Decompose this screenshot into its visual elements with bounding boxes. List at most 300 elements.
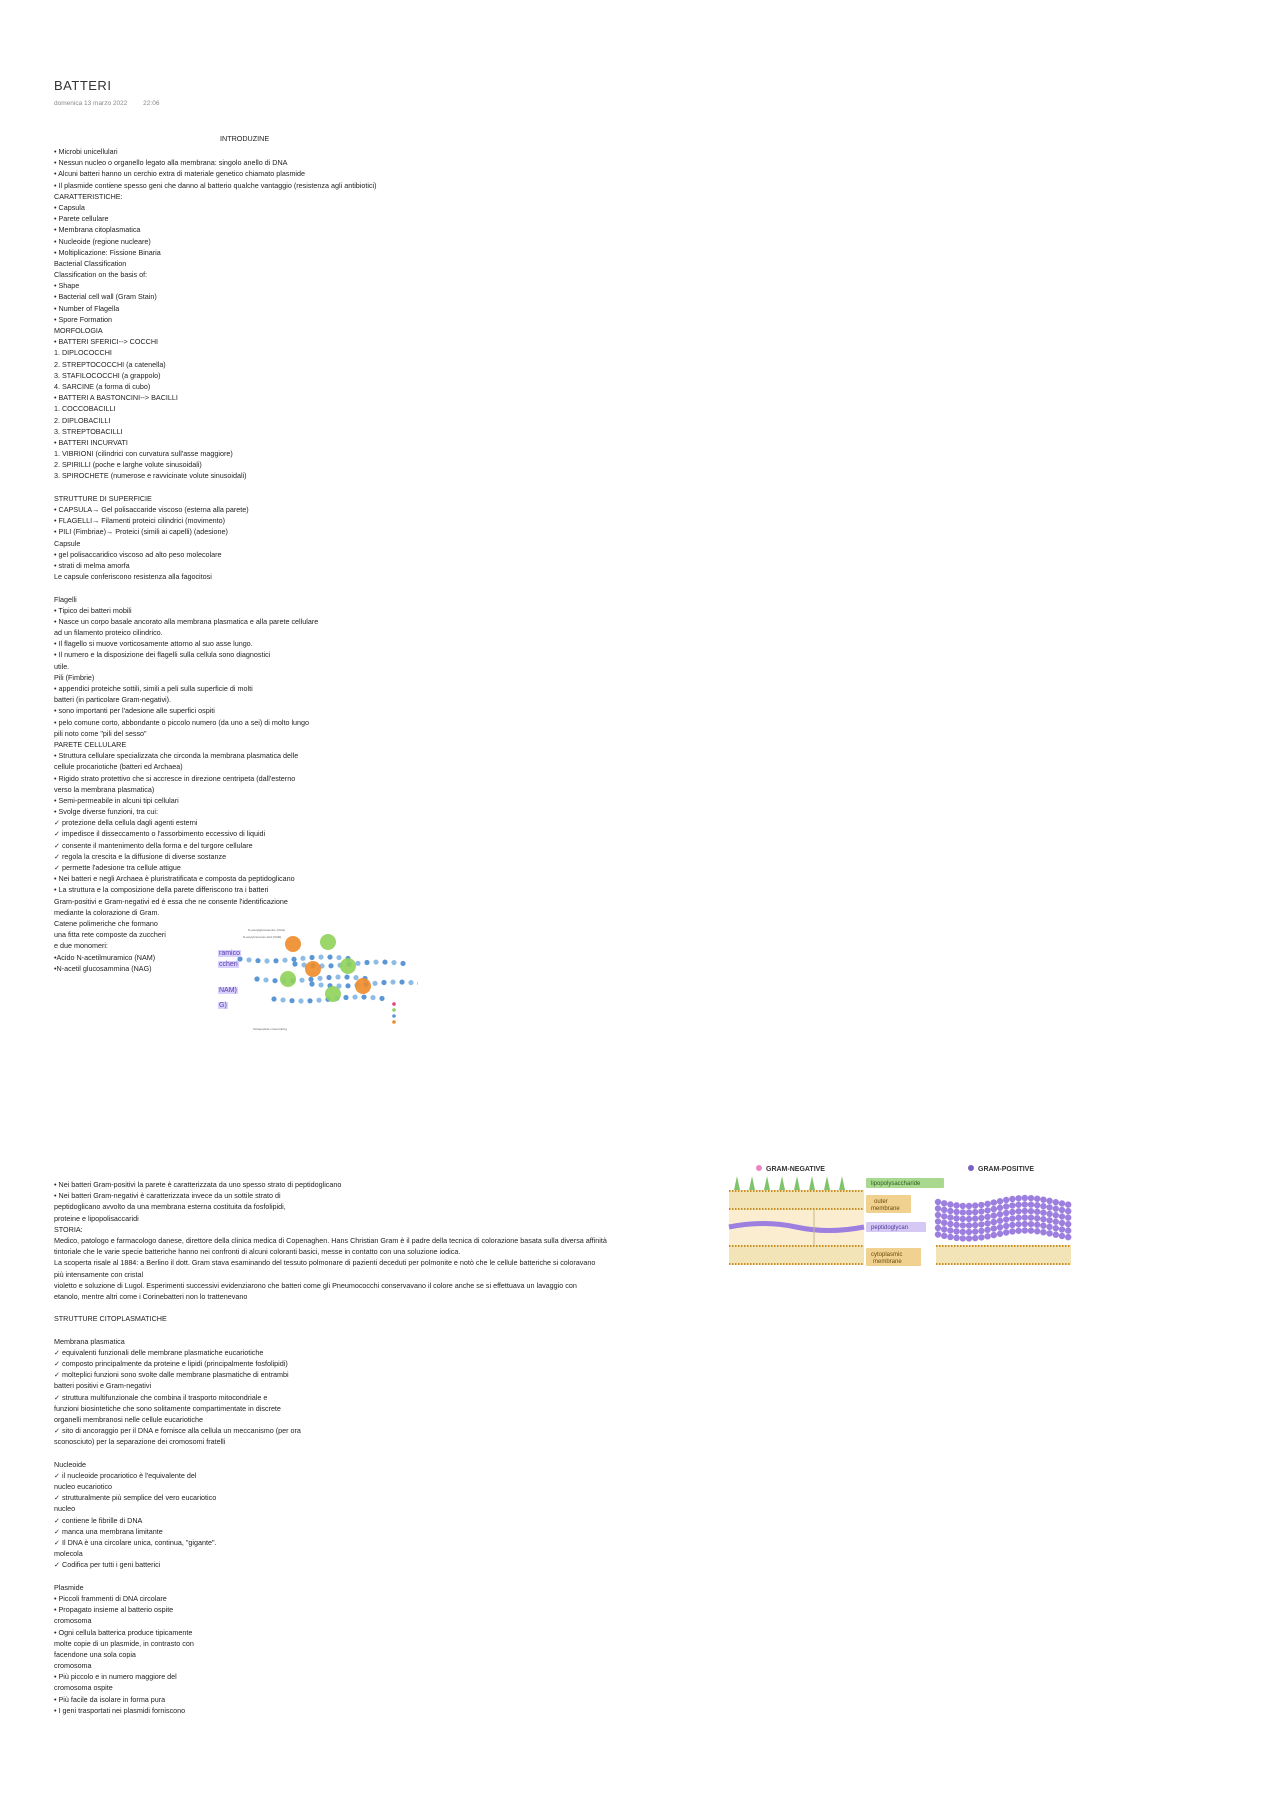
sugar-bead <box>271 996 276 1001</box>
sugar-bead <box>327 954 332 959</box>
peptidoglycan-bead <box>1009 1196 1015 1202</box>
peptidoglycan-bead <box>1046 1224 1052 1230</box>
peptidoglycan-bead <box>978 1234 984 1240</box>
note-line: 3. STREPTOBACILLI <box>54 426 123 436</box>
sugar-bead <box>246 957 251 962</box>
sugar-bead <box>345 983 350 988</box>
note-line: ✓ impedisce il disseccamento o l'assorbimento eccessivo di liquidi <box>54 829 266 839</box>
note-line: Gram-positivi e Gram-negativi ed è essa che ne consente l'identificazione <box>54 896 288 906</box>
peptidoglycan-bead <box>991 1206 997 1212</box>
peptidoglycan-figure <box>218 924 418 1034</box>
note-line: ✓ manca una membrana limitante <box>54 1526 163 1536</box>
sugar-bead <box>300 956 305 961</box>
sugar-bead <box>309 981 314 986</box>
peptidoglycan-bead <box>953 1209 959 1215</box>
gram-negative-dot <box>756 1165 762 1171</box>
peptidoglycan-bead <box>941 1220 947 1226</box>
note-line: • BATTERI SFERICI--> COCCHI <box>54 337 159 347</box>
peptidoglycan-bead <box>972 1202 978 1208</box>
sugar-bead <box>254 976 259 981</box>
note-line: Nucleoide <box>54 1459 86 1469</box>
peptidoglycan-bead <box>947 1208 953 1214</box>
peptidoglycan-bead <box>1009 1222 1015 1228</box>
note-line: • BATTERI A BASTONCINI--> BACILLI <box>54 393 178 403</box>
peptide-ball <box>340 958 356 974</box>
note-line: • Nei batteri e negli Archaea è pluristratificata e composta da peptidoglicano <box>54 874 295 884</box>
sugar-bead <box>400 961 405 966</box>
peptidoglycan-bead <box>1053 1212 1059 1218</box>
note-line: • Più piccolo e in numero maggiore del <box>54 1672 177 1682</box>
cytoplasmic-membrane-pos <box>936 1245 1071 1265</box>
peptidoglycan-bead <box>1009 1215 1015 1221</box>
peptidoglycan-bead <box>1022 1208 1028 1214</box>
peptidoglycan-bead <box>1015 1215 1021 1221</box>
note-line: 2. DIPLOBACILLI <box>54 415 111 425</box>
notes-part2 <box>54 1179 607 1716</box>
peptidoglycan-bead <box>972 1222 978 1228</box>
peptidoglycan-bead <box>1065 1227 1071 1233</box>
sugar-bead <box>373 959 378 964</box>
note-line: •N-acetil glucosammina (NAG) <box>54 963 152 973</box>
note-line: ✓ Codifica per tutti i geni batterici <box>54 1560 161 1570</box>
sugar-bead <box>352 994 357 999</box>
peptidoglycan-bead <box>935 1212 941 1218</box>
peptidoglycan-bead <box>966 1203 972 1209</box>
peptidoglycan-bead <box>972 1215 978 1221</box>
peptidoglycan-bead <box>960 1229 966 1235</box>
peptidoglycan-bead <box>997 1211 1003 1217</box>
sugar-bead <box>273 958 278 963</box>
note-line: Le capsule conferiscono resistenza alla fagocitosi <box>54 572 212 582</box>
peptidoglycan-bead <box>1040 1196 1046 1202</box>
peptidoglycan-bead <box>984 1227 990 1233</box>
sugar-bead <box>318 954 323 959</box>
peptidoglycan-bead <box>1065 1234 1071 1240</box>
peptidoglycan-bead <box>935 1199 941 1205</box>
peptidoglycan-bead <box>1065 1214 1071 1220</box>
cytoplasmic-membrane-neg <box>729 1245 864 1265</box>
note-line: più intensamente con cristal <box>54 1269 144 1279</box>
sugar-bead <box>307 998 312 1003</box>
note-line <box>54 582 377 593</box>
note-line: • Propagato insieme al batterio ospite <box>54 1605 174 1615</box>
sugar-bead <box>292 961 297 966</box>
bead-chains <box>237 934 418 1024</box>
note-line: pili noto come "pili del sesso" <box>54 728 147 738</box>
peptidoglycan-bead <box>941 1213 947 1219</box>
legend-dot <box>392 1014 396 1018</box>
note-line: ✓ struttura multifunzionale che combina il trasporto mitocondriale e <box>54 1392 268 1402</box>
note-line: Bacterial Classification <box>54 258 127 268</box>
peptidoglycan-bead <box>1003 1210 1009 1216</box>
peptidoglycan-bead <box>1003 1216 1009 1222</box>
note-line: • Nasce un corpo basale ancorato alla membrana plasmatica e alla parete cellulare <box>54 616 319 626</box>
sugar-bead <box>280 997 285 1002</box>
note-line: 3. STAFILOCOCCHI (a grappolo) <box>54 370 161 380</box>
peptidoglycan-bead <box>1034 1196 1040 1202</box>
note-line: STORIA: <box>54 1224 83 1234</box>
sugar-bead <box>391 960 396 965</box>
peptidoglycan-bead <box>960 1222 966 1228</box>
peptidoglycan-bead <box>978 1215 984 1221</box>
peptidoglycan-bead <box>1053 1206 1059 1212</box>
peptidoglycan-bead <box>953 1222 959 1228</box>
note-line: ✓ composto principalmente da proteine e lipidi (principalmente fosfolipidi) <box>54 1359 288 1368</box>
peptidoglycan-bead <box>1040 1222 1046 1228</box>
label-cytoplasmic: cytoplasmic <box>871 1252 903 1258</box>
note-line: 3. SPIROCHETE (numerose e ravvicinate volute sinusoidali) <box>54 471 247 481</box>
peptidoglycan-bead <box>1040 1209 1046 1215</box>
peptidoglycan-bead <box>978 1208 984 1214</box>
sugar-bead <box>372 981 377 986</box>
peptidoglycan-bead <box>1053 1225 1059 1231</box>
legend-dot <box>392 1002 396 1006</box>
peptidoglycan-bead <box>935 1225 941 1231</box>
peptidoglycan-bead <box>1022 1195 1028 1201</box>
peptidoglycan-bead <box>953 1228 959 1234</box>
fig1-caption-sub: N-acetylmuramic acid (NAM) <box>243 935 282 939</box>
sugar-bead <box>355 961 360 966</box>
note-line: ✓ Il DNA è una circolare unica, continua, "gigante". <box>54 1538 217 1547</box>
peptide-ball <box>355 978 371 994</box>
peptidoglycan-diagram <box>218 924 418 1034</box>
label-outer: outer <box>874 1199 888 1205</box>
sugar-bead <box>317 976 322 981</box>
peptidoglycan-bead <box>972 1228 978 1234</box>
note-line: 2. SPIRILLI (poche e larghe volute sinusoidali) <box>54 460 202 470</box>
legend-dot <box>392 1008 396 1012</box>
peptide-ball <box>320 934 336 950</box>
peptidoglycan-bead <box>978 1221 984 1227</box>
note-line: Flagelli <box>54 594 77 604</box>
gram-diagram <box>724 1160 1084 1290</box>
note-line: MORFOLOGIA <box>54 326 103 335</box>
note-line: nucleo <box>54 1504 76 1514</box>
note-line: ✓ molteplici funzioni sono svolte dalle membrane plasmatiche di entrambi <box>54 1370 289 1380</box>
sugar-bead <box>343 995 348 1000</box>
peptidoglycan-bead <box>1015 1228 1021 1234</box>
peptidoglycan-bead <box>1040 1229 1046 1235</box>
peptidoglycan-bead <box>1059 1226 1065 1232</box>
sugar-bead <box>408 980 413 985</box>
note-line: • Capsula <box>54 202 85 212</box>
sugar-bead <box>255 958 260 963</box>
note-line <box>54 1302 607 1313</box>
peptidoglycan-bead <box>966 1235 972 1241</box>
peptidoglycan-bead <box>1065 1208 1071 1214</box>
note-line: verso la membrana plasmatica) <box>54 784 155 794</box>
note-line: •Acido N-acetilmuramico (NAM) <box>54 952 156 962</box>
legend-dot <box>392 1020 396 1024</box>
peptidoglycan-bead <box>947 1214 953 1220</box>
note-line: violetto e soluzione di Lugol. Esperimenti successivi evidenziarono che batteri come gli Pneumococchi conservavano il colore anche se si effettuava un lavaggio con <box>54 1280 577 1290</box>
peptidoglycan-bead <box>1059 1207 1065 1213</box>
sugar-bead <box>353 975 358 980</box>
note-line: cromosoma <box>54 1616 92 1626</box>
note-line: ✓ consente il mantenimento della forma e del turgore cellulare <box>54 840 253 850</box>
note-line: facendone una sola copia <box>54 1649 136 1659</box>
sugar-bead <box>326 975 331 980</box>
note-line: ✓ protezione della cellula dagli agenti esterni <box>54 818 198 828</box>
note-line: 1. COCCOBACILLI <box>54 404 116 414</box>
note-line: • gel polisaccaridico viscoso ad alto peso molecolare <box>54 549 222 559</box>
peptidoglycan-bead <box>947 1234 953 1240</box>
sugar-bead <box>272 978 277 983</box>
peptide-ball <box>280 971 296 987</box>
peptidoglycan-bead <box>1053 1232 1059 1238</box>
peptidoglycan-bead <box>1034 1228 1040 1234</box>
intro-heading: INTRODUZINE <box>220 134 270 143</box>
peptidoglycan-bead <box>1015 1221 1021 1227</box>
peptidoglycan-bead <box>984 1201 990 1207</box>
peptidoglycan-bead <box>972 1235 978 1241</box>
peptidoglycan-bead <box>953 1235 959 1241</box>
peptidoglycan-bead <box>1009 1228 1015 1234</box>
peptidoglycan-bead <box>1034 1222 1040 1228</box>
note-line: CARATTERISTICHE: <box>54 191 123 201</box>
peptidoglycan-bead <box>1034 1202 1040 1208</box>
note-line: • sono importanti per l'adesione alle superfici ospiti <box>54 706 215 716</box>
peptidoglycan-bead <box>941 1207 947 1213</box>
sugar-bead <box>361 994 366 999</box>
note-line: batteri positivi e Gram-negativi <box>54 1381 152 1391</box>
peptidoglycan-bead <box>947 1221 953 1227</box>
peptidoglycan-bead <box>966 1216 972 1222</box>
peptidoglycan-bead <box>1009 1202 1015 1208</box>
note-line: proteine e lipopolisaccaridi <box>54 1213 139 1223</box>
note-line: Pili (Fimbrie) <box>54 672 95 682</box>
notes-part1 <box>54 146 377 974</box>
peptidoglycan-bead <box>997 1231 1003 1237</box>
note-line: • Membrana citoplasmatica <box>54 225 141 235</box>
sugar-bead <box>390 979 395 984</box>
note-line: una fitta rete composte da zuccheri <box>54 930 166 940</box>
note-line: cromosoma <box>54 1661 92 1671</box>
fig1-tag-2: ccheri <box>219 961 238 968</box>
sugar-bead <box>308 977 313 982</box>
note-line: Plasmide <box>54 1582 84 1592</box>
note-line: Membrana plasmatica <box>54 1336 125 1346</box>
note-line: Classification on the basis of: <box>54 270 148 280</box>
peptidoglycan-bead <box>1034 1209 1040 1215</box>
peptidoglycan-bead <box>1065 1221 1071 1227</box>
peptidoglycan-bead <box>1053 1199 1059 1205</box>
peptidoglycan-bead <box>1015 1208 1021 1214</box>
peptidoglycan-bead <box>1028 1227 1034 1233</box>
sugar-bead <box>298 998 303 1003</box>
note-line: • Il flagello si muove vorticosamente attorno al suo asse lungo. <box>54 639 253 649</box>
sugar-bead <box>335 974 340 979</box>
peptidoglycan-bead <box>1040 1216 1046 1222</box>
page-title: BATTERI <box>54 78 112 93</box>
note-line: • La struttura e la composizione della parete differiscono tra i batteri <box>54 885 269 895</box>
peptidoglycan-bead <box>997 1205 1003 1211</box>
sugar-bead <box>364 960 369 965</box>
note-line: • strati di melma amorfa <box>54 560 130 570</box>
note-line: 1. DIPLOCOCCHI <box>54 348 112 358</box>
page-time: 22:06 <box>143 100 160 107</box>
peptide-ball <box>305 961 321 977</box>
peptidoglycan-bead <box>991 1212 997 1218</box>
peptidoglycan-bead <box>972 1209 978 1215</box>
peptidoglycan-bead <box>960 1209 966 1215</box>
note-line: funzioni biosintetiche che sono solitamente compartimentate in discrete <box>54 1403 281 1413</box>
note-line: nucleo eucariotico <box>54 1482 112 1492</box>
peptidoglycan-bead <box>1046 1217 1052 1223</box>
peptidoglycan-bead <box>997 1218 1003 1224</box>
sugar-bead <box>309 955 314 960</box>
peptidoglycan-bead <box>991 1225 997 1231</box>
peptidoglycan-bead <box>935 1218 941 1224</box>
note-line: ✓ strutturalmente più semplice del vero eucariotico <box>54 1493 217 1503</box>
note-line: • Ogni cellula batterica produce tipicamente <box>54 1627 193 1637</box>
peptidoglycan-bead <box>960 1203 966 1209</box>
sugar-bead <box>282 958 287 963</box>
note-line: • Moltiplicazione: Fissione Binaria <box>54 247 161 257</box>
peptidoglycan-bead <box>997 1198 1003 1204</box>
note-line: ✓ permette l'adesione tra cellule attigue <box>54 863 181 872</box>
note-line: ✓ il nucleoide procariotico è l'equivalente del <box>54 1470 197 1480</box>
fig1-tag-1: ramico <box>219 950 241 957</box>
note-line: molte copie di un plasmide, in contrasto con <box>54 1638 194 1648</box>
sugar-bead <box>382 959 387 964</box>
peptidoglycan-bead <box>1059 1220 1065 1226</box>
label-peptido: peptidoglycan <box>871 1225 909 1231</box>
sugar-bead <box>318 982 323 987</box>
note-line: • Nei batteri Gram-negativi è caratterizzata invece da un sottile strato di <box>54 1191 281 1201</box>
note-line: • Microbi unicellulari <box>54 147 118 156</box>
sugar-bead <box>381 980 386 985</box>
note-line: molecola <box>54 1549 83 1559</box>
fig1-tag-3: NAM) <box>219 987 237 994</box>
note-line: ✓ regola la crescita e la diffusione di diverse sostanze <box>54 851 227 861</box>
note-line: Medico, patologo e farmacologo danese, direttore della clinica medica di Copenaghen. Hans Christian Gram è il padre della tecnica di colorazione basata sulla diversa affinità <box>54 1235 607 1245</box>
note-line: • appendici proteiche sottili, simili a peli sulla superficie di molti <box>54 684 253 693</box>
note-line: • Struttura cellulare specializzata che circonda la membrana plasmatica delle <box>54 751 299 761</box>
peptide-ball <box>325 986 341 1002</box>
note-line: e due monomeri: <box>54 941 108 951</box>
note-line <box>54 1448 607 1459</box>
peptidoglycan-bead <box>1059 1213 1065 1219</box>
note-line: • Bacterial cell wall (Gram Stain) <box>54 292 157 302</box>
peptidoglycan-bead <box>935 1231 941 1237</box>
sugar-bead <box>328 963 333 968</box>
note-line: etanolo, mentre altri come i Corinebatteri non lo trattenevano <box>54 1291 248 1301</box>
note-line: • Piccoli frammenti di DNA circolare <box>54 1593 167 1603</box>
note-line: • Rigido strato protettivo che si accresce in direzione centripeta (dall'esterno <box>54 773 296 783</box>
note-line: • FLAGELLI→ Filamenti proteici cilindrici (movimento) <box>54 516 226 526</box>
peptidoglycan-bead <box>991 1199 997 1205</box>
note-line: STRUTTURE DI SUPERFICIE <box>54 493 152 503</box>
sugar-bead <box>379 996 384 1001</box>
peptidoglycan-bead <box>984 1220 990 1226</box>
note-line: 1. VIBRIONI (cilindrici con curvatura sull'asse maggiore) <box>54 449 233 459</box>
peptidoglycan-bead <box>1065 1201 1071 1207</box>
peptidoglycan-bead <box>1028 1208 1034 1214</box>
note-line: La scoperta risale al 1884: a Berlino il dott. Gram stava esaminando del tessuto polmonare di pazienti deceduti per polmonite e notò che le cellule batteriche si coloravano <box>54 1258 596 1268</box>
page-date: domenica 13 marzo 2022 <box>54 100 128 107</box>
note-line: cromosoma ospite <box>54 1683 113 1693</box>
note-line: • CAPSULA→ Gel polisaccaride viscoso (esterna alla parete) <box>54 505 249 514</box>
note-line: • Più facile da isolare in forma pura <box>54 1694 166 1704</box>
note-line: • Spore Formation <box>54 314 113 324</box>
note-line: utile. <box>54 661 70 671</box>
note-line: • Nucleoide (regione nucleare) <box>54 236 151 246</box>
peptidoglycan-bead <box>978 1228 984 1234</box>
peptide-ball <box>285 936 301 952</box>
fig1-caption-bottom: Tetrapeptide cross-linking <box>253 1027 288 1031</box>
note-line: ✓ sito di ancoraggio per il DNA e fornisce alla cellula un meccanismo (per ora <box>54 1426 301 1436</box>
peptidoglycan-bead <box>1003 1197 1009 1203</box>
sugar-bead <box>417 981 418 986</box>
fig1-tag-4: G) <box>219 1002 227 1009</box>
sugar-bead <box>370 995 375 1000</box>
peptidoglycan-bead <box>966 1222 972 1228</box>
peptidoglycan-bead <box>978 1202 984 1208</box>
lps-spikes <box>734 1176 845 1190</box>
gram-positive-dot <box>968 1165 974 1171</box>
peptidoglycan-bead <box>960 1216 966 1222</box>
note-line: Catene polimeriche che formano <box>54 918 158 928</box>
gram-positive-title: GRAM-POSITIVE <box>978 1166 1035 1173</box>
note-line: • Shape <box>54 281 80 291</box>
peptidoglycan-bead <box>935 1205 941 1211</box>
note-line: • I geni trasportati nei plasmidi forniscono <box>54 1705 186 1715</box>
note-line: • Parete cellulare <box>54 214 109 224</box>
peptidoglycan-bead <box>1015 1195 1021 1201</box>
note-line <box>54 1571 607 1582</box>
peptidoglycan-bead <box>1028 1195 1034 1201</box>
note-line: PARETE CELLULARE <box>54 739 127 749</box>
note-line: ✓ equivalenti funzionali delle membrane plasmatiche eucariotiche <box>54 1347 264 1357</box>
peptidoglycan-bead <box>1034 1215 1040 1221</box>
note-line: • Svolge diverse funzioni, tra cui: <box>54 807 158 817</box>
peptidoglycan-bead <box>984 1214 990 1220</box>
page-meta <box>54 100 173 107</box>
peptidoglycan-bead <box>1022 1227 1028 1233</box>
peptidoglycan-bead <box>1028 1221 1034 1227</box>
peptidoglycan-bead <box>1028 1214 1034 1220</box>
gram-figure <box>724 1160 1084 1290</box>
note-line: Capsule <box>54 538 81 548</box>
peptidoglycan-bead <box>1022 1201 1028 1207</box>
note-line: • Number of Flagella <box>54 303 120 313</box>
note-line: STRUTTURE CITOPLASMATICHE <box>54 1314 167 1324</box>
peptidoglycan-bead <box>947 1227 953 1233</box>
sugar-bead <box>289 998 294 1003</box>
note-line: ✓ contiene le fibrille di DNA <box>54 1515 143 1525</box>
sugar-bead <box>299 978 304 983</box>
gram-positive-layers <box>935 1195 1072 1242</box>
peptidoglycan-bead <box>997 1224 1003 1230</box>
peptidoglycan-bead <box>953 1215 959 1221</box>
note-line: • Nessun nucleo o organello legato alla membrana: singolo anello di DNA <box>54 158 288 168</box>
note-line: • Il numero e la disposizione dei flagelli sulla cellula sono diagnostici <box>54 650 271 660</box>
peptidoglycan-bead <box>1003 1203 1009 1209</box>
note-line: • Il plasmide contiene spesso geni che danno al batterio qualche vantaggio (resistenza agli antibiotici) <box>54 180 377 190</box>
peptidoglycan-bead <box>1046 1204 1052 1210</box>
peptidoglycan-bead <box>947 1201 953 1207</box>
sugar-bead <box>263 977 268 982</box>
peptidoglycan-bead <box>1015 1202 1021 1208</box>
peptidoglycan-bead <box>1009 1209 1015 1215</box>
sugar-bead <box>316 998 321 1003</box>
peptidoglycan-bead <box>991 1219 997 1225</box>
note-line: batteri (in particolare Gram-negativi). <box>54 695 172 705</box>
peptidoglycan-bead <box>953 1202 959 1208</box>
note-line: 2. STREPTOCOCCHI (a catenella) <box>54 359 166 369</box>
note-line: • BATTERI INCURVATI <box>54 437 128 447</box>
